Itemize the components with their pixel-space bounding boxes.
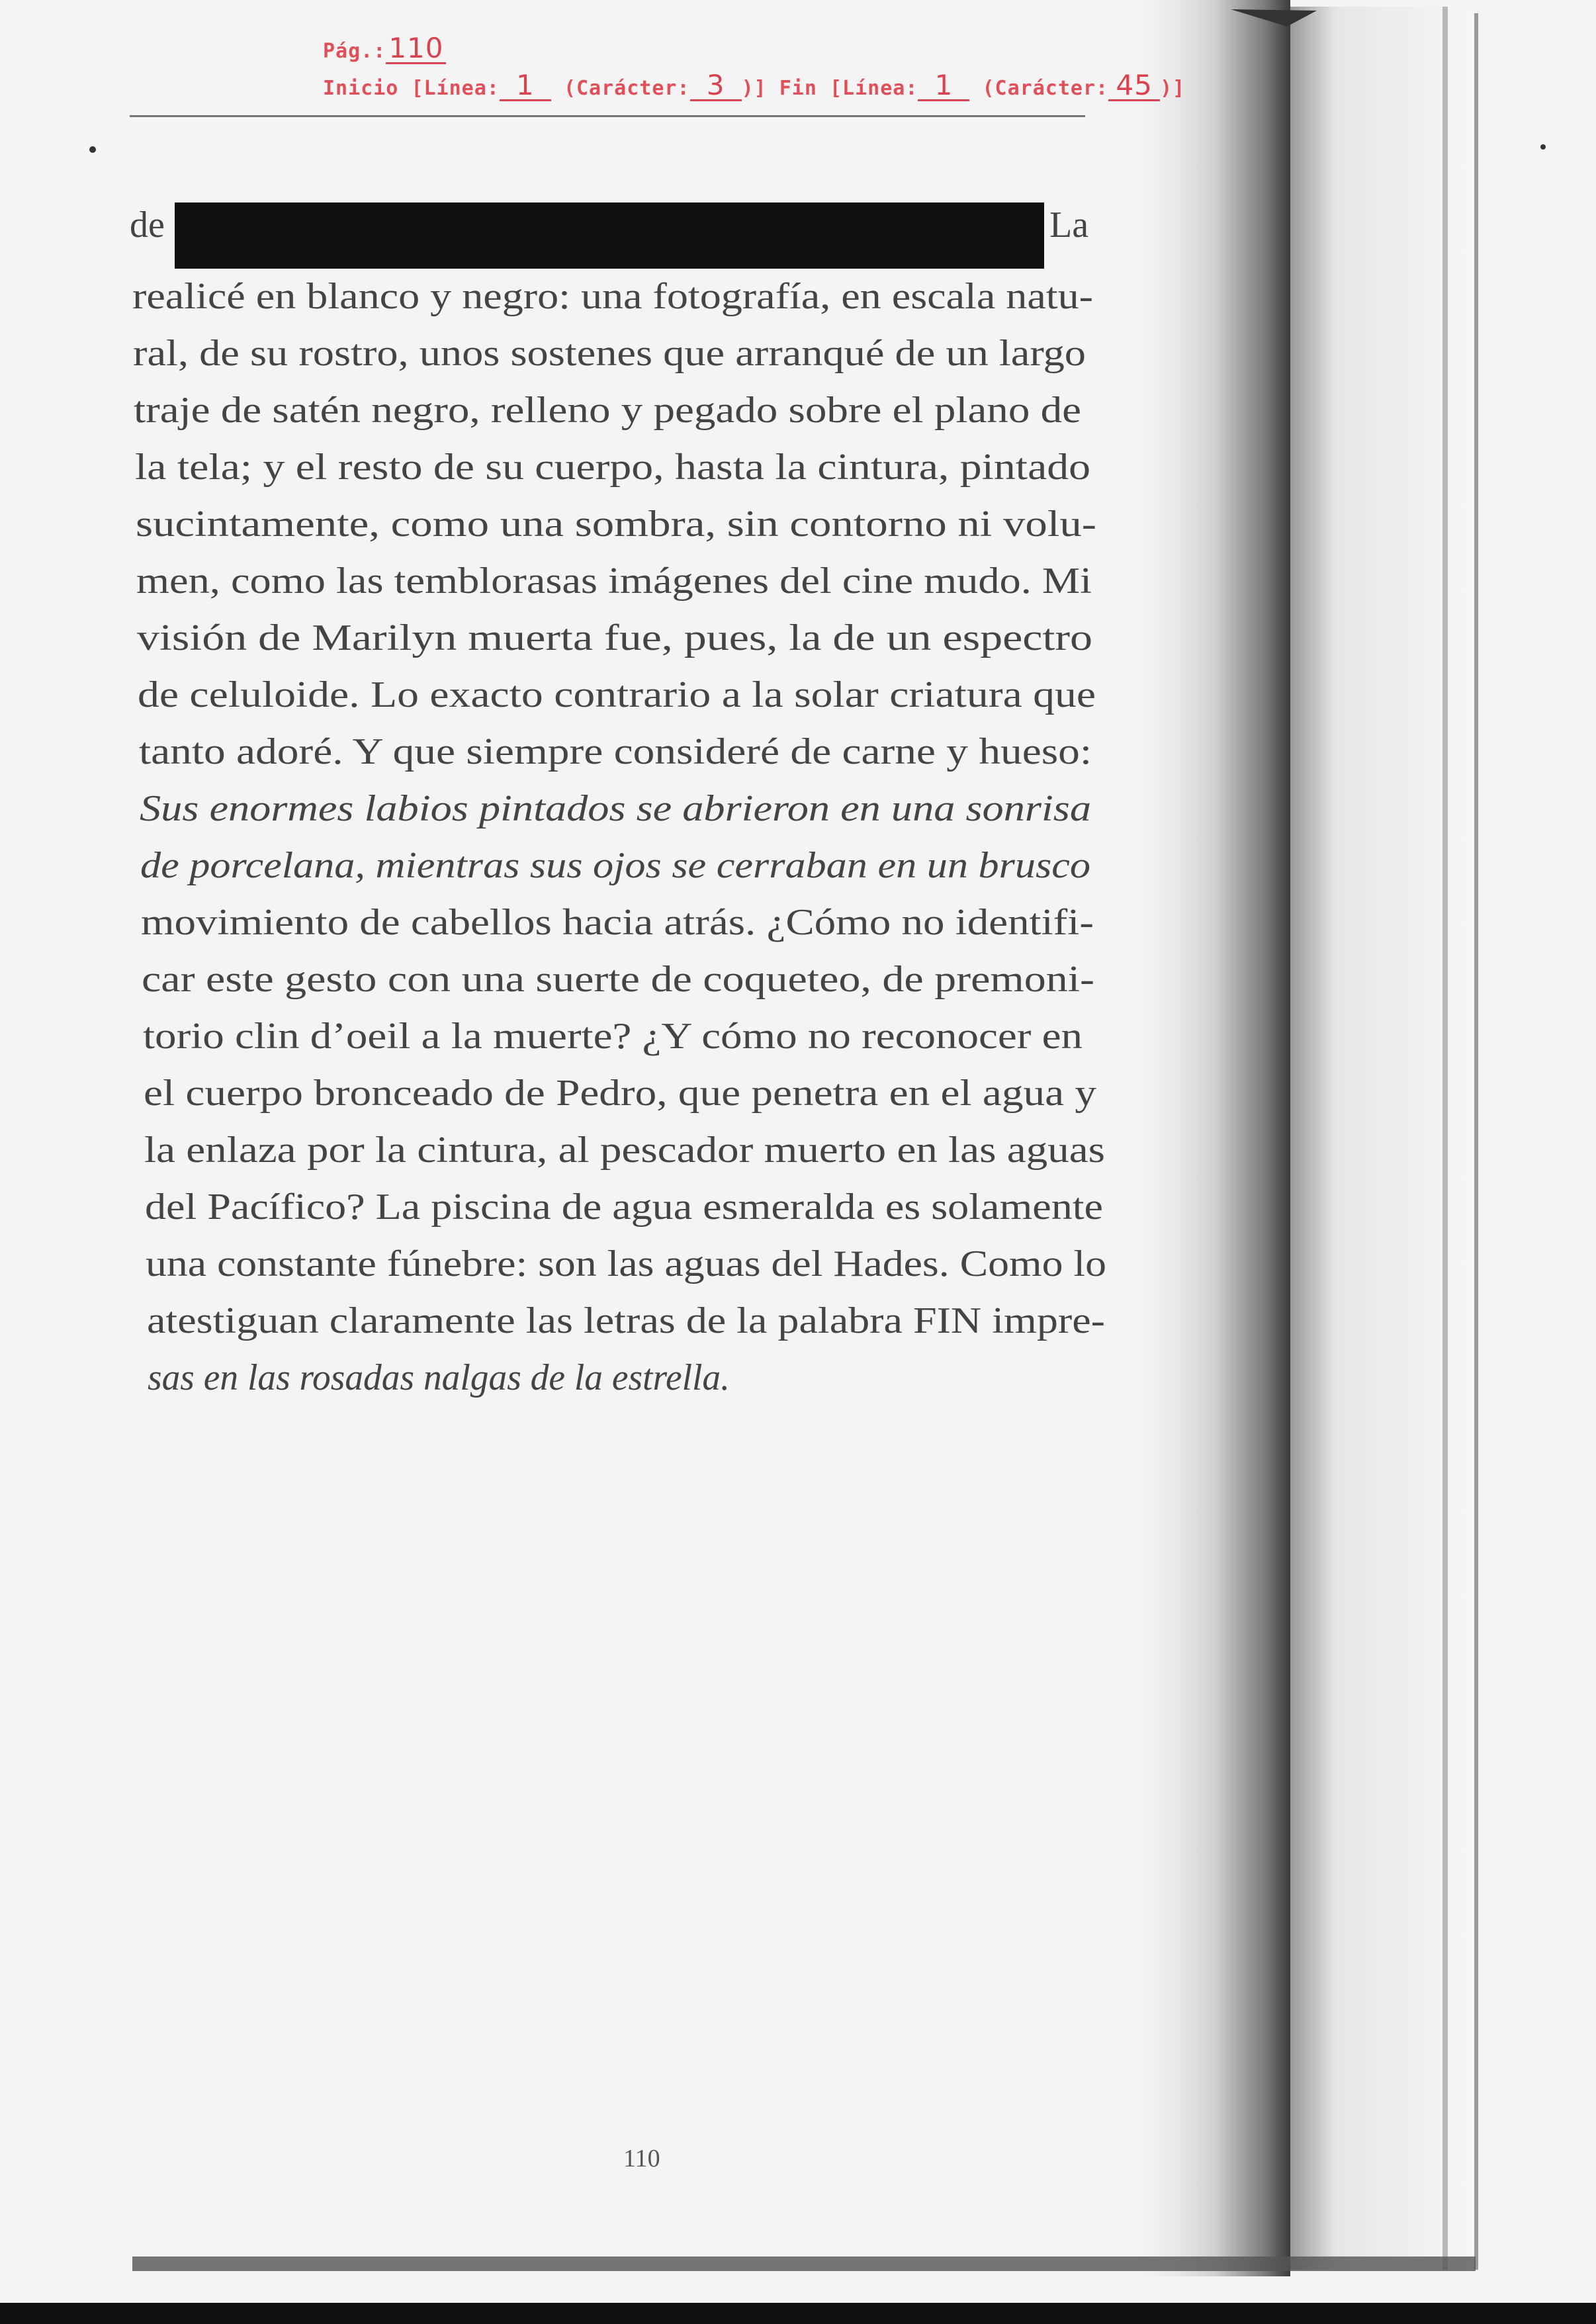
body-line: la tela; y el resto de su cuerpo, hasta la cintura, pintado [134,447,1090,488]
linea-label: [Línea: [411,77,500,100]
body-line: la enlaza por la cintura, al pescador muerto en las aguas [144,1130,1105,1171]
body-line: men, como las temblorasas imágenes del cine mudo. Mi [136,560,1092,602]
stamp-end: )] [1160,77,1186,100]
right-page-edge [1442,7,1448,2270]
fin-caracter-label: (Carácter: [982,77,1109,100]
body-line: torio clin d’oeil a la muerte? ¿Y cómo no reconocer en [142,1016,1083,1057]
body-line: una constante fúnebre: son las aguas del Hades. Como lo [146,1243,1107,1284]
body-line: sucintamente, como una sombra, sin contorno ni volu- [135,504,1096,545]
speck [1540,144,1546,150]
body-line: atestiguan claramente las letras de la palabra FIN impre- [146,1300,1105,1341]
page-stamp-line2 [323,71,1185,101]
body-line: del Pacífico? La piscina de agua esmeralda es solamente [145,1186,1104,1228]
pag-label: Pág.: [323,40,386,63]
body-line: tanto adoré. Y que siempre consideré de carne y hueso: [138,731,1092,772]
bottom-shadow [132,2257,1476,2271]
body-line: sas en las rosadas nalgas de la estrella. [147,1357,730,1398]
fin-caracter-value: 45 [1108,71,1160,101]
caracter-value: 3 [690,71,742,101]
page-stamp-line1 [323,34,446,64]
right-page-outer-edge [1474,13,1478,2270]
body-line: traje de satén negro, relleno y pegado sobre el plano de [134,390,1082,431]
body-line: Sus enormes labios pintados se abrieron en una sonrisa [139,788,1091,829]
bottom-edge [0,2303,1596,2324]
fin-label: )] Fin [Línea: [741,77,918,100]
page-number: 110 [623,2145,660,2172]
body-line: visión de Marilyn muerta fue, pues, la de un espectro [137,617,1093,658]
header-rule [130,115,1085,117]
redaction-bar [175,202,1044,269]
body-line: de porcelana, mientras sus ojos se cerraban en un brusco [140,845,1090,886]
caracter-label: (Carácter: [563,77,690,100]
body-line: movimiento de cabellos hacia atrás. ¿Cómo no identifi- [141,902,1094,943]
body-line: el cuerpo bronceado de Pedro, que penetra en el agua y [143,1073,1096,1114]
body-line-1-start: de [130,204,165,246]
body-line: car este gesto con una suerte de coqueteo, de premoni- [142,959,1095,1000]
linea-value: 1 [500,71,551,101]
gutter-shadow [1125,0,1290,2276]
fin-linea-value: 1 [918,71,969,101]
inicio-label: Inicio [323,77,399,100]
pag-value: 110 [386,34,446,64]
body-line-1-end: La [1049,204,1089,246]
body-line: realicé en blanco y negro: una fotografía, en escala natu- [132,276,1093,317]
body-line: de celuloide. Lo exacto contrario a la solar criatura que [138,674,1096,715]
body-line: ral, de su rostro, unos sostenes que arranqué de un largo [133,333,1086,374]
speck [89,146,96,153]
